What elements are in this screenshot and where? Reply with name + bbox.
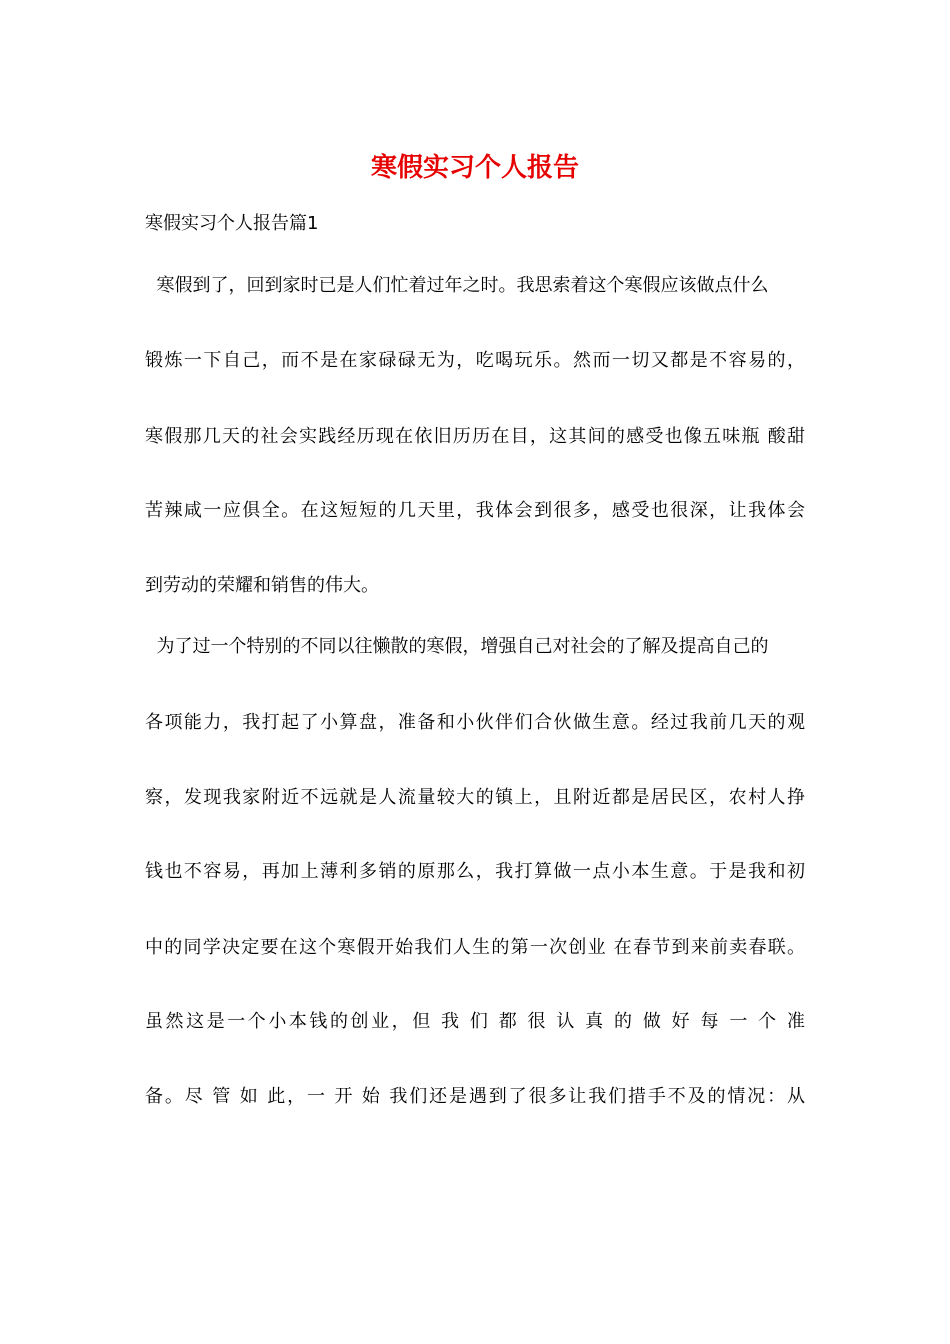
paragraph-line: 虽然这是一个小本钱的创业，但 我 们 都 很 认 真 的 做 好 每 一 个 准 [145,1011,805,1032]
paragraph-line: 钱也不容易，再加上薄利多销的原那么，我打算做一点小本生意。于是我和初 [145,861,805,882]
paragraph-line: 苦辣咸一应俱全。在这短短的几天里，我体会到很多，感受也很深，让我体会 [145,500,805,521]
paragraph-line: 到劳动的荣耀和销售的伟大。 [145,575,379,596]
paragraph-line: 中的同学决定要在这个寒假开始我们人生的第一次创业 在春节到来前卖春联。 [145,937,805,958]
paragraph-line: 为了过一个特别的不同以往懒散的寒假，增强自己对社会的了解及提高自己的 [145,636,769,657]
document-title: 寒假实习个人报告 [370,153,579,183]
paragraph-line: 锻炼一下自己，而不是在家碌碌无为，吃喝玩乐。然而一切又都是不容易的， [145,350,805,371]
paragraph-line: 备。尽 管 如 此，一 开 始 我们还是遇到了很多让我们措手不及的情况：从 [145,1086,805,1107]
paragraph-line: 各项能力，我打起了小算盘，准备和小伙伴们合伙做生意。经过我前几天的观 [145,712,805,733]
paragraph-line: 寒假那几天的社会实践经历现在依旧历历在目，这其间的感受也像五味瓶 酸甜 [145,426,805,447]
paragraph-line: 寒假到了，回到家时已是人们忙着过年之时。我思索着这个寒假应该做点什么 [145,275,769,296]
section-heading: 寒假实习个人报告篇1 [145,213,319,234]
paragraph-line: 察，发现我家附近不远就是人流量较大的镇上，且附近都是居民区，农村人挣 [145,787,805,808]
